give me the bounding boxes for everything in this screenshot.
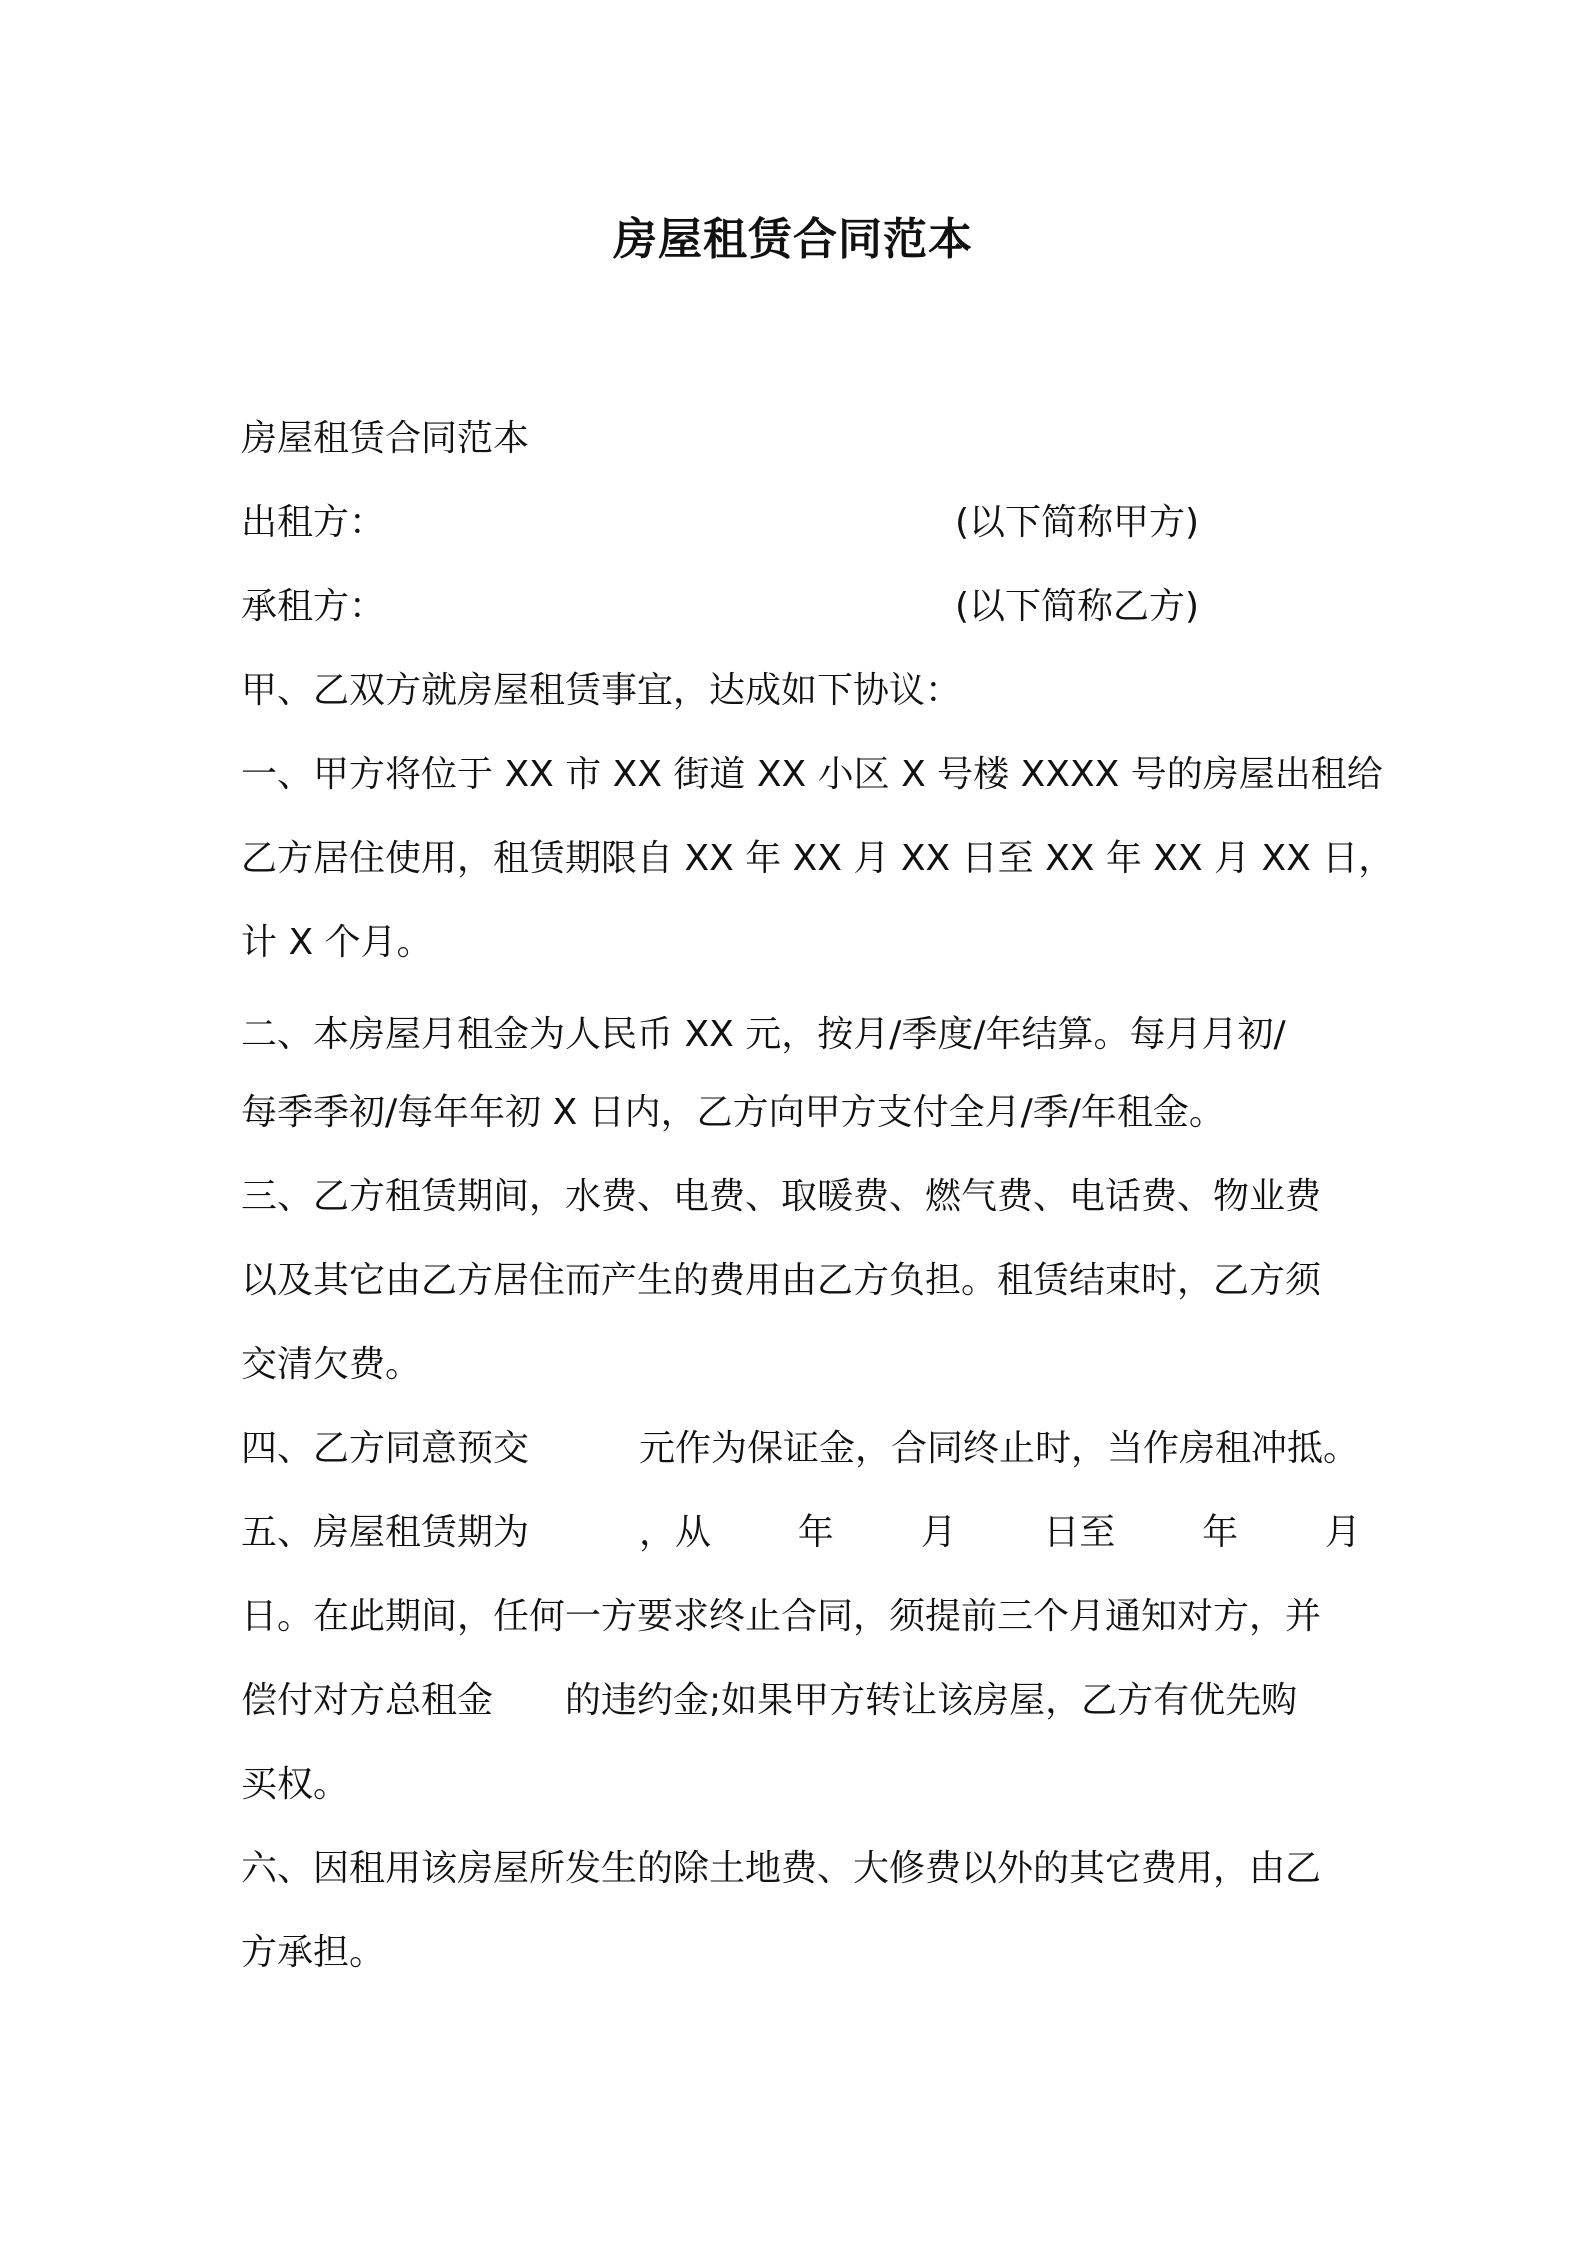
clause-5-seg-2: ，从 — [639, 1512, 712, 1553]
clause-5-seg-4: 月 — [920, 1512, 957, 1553]
lessor-label: 出租方： — [241, 502, 386, 543]
clause-5-line-1 — [241, 1508, 1361, 1558]
clause-5-seg-5: 日至 — [1043, 1512, 1116, 1553]
clause-1-line-2: 乙方居住使用，租赁期限自 XX 年 XX 月 XX 日至 XX 年 XX 月 XX 日， — [241, 838, 1395, 879]
clause-1-line-3: 计 X 个月。 — [241, 922, 433, 963]
lessor-note: (以下简称甲方) — [955, 502, 1200, 543]
clause-5-line-3-part-1: 偿付对方总租金 — [241, 1680, 494, 1721]
lessee-note: (以下简称乙方) — [955, 586, 1200, 627]
clause-5-line-3-part-2: 的违约金;如果甲方转让该房屋，乙方有优先购 — [565, 1680, 1298, 1721]
blank-lease-term — [529, 1508, 639, 1558]
clause-5-seg-7: 月 — [1324, 1512, 1361, 1553]
clause-6-line-1: 六、因租用该房屋所发生的除土地费、大修费以外的其它费用，由乙 — [241, 1848, 1322, 1889]
agreement-intro: 甲、乙双方就房屋租赁事宜，达成如下协议： — [241, 670, 962, 711]
document-title: 房屋租赁合同范本 — [613, 214, 973, 265]
clause-4-part-2: 元作为保证金，合同终止时，当作房租冲抵。 — [639, 1428, 1360, 1469]
clause-6-line-2: 方承担。 — [241, 1932, 386, 1973]
document-subtitle: 房屋租赁合同范本 — [241, 418, 530, 459]
lessee-label: 承租方： — [241, 586, 386, 627]
clause-5-line-4: 买权。 — [241, 1764, 350, 1805]
clause-5-seg-6: 年 — [1202, 1512, 1239, 1553]
clause-3-line-1: 三、乙方租赁期间，水费、电费、取暖费、燃气费、电话费、物业费 — [241, 1176, 1322, 1217]
clause-5-seg-3: 年 — [797, 1512, 834, 1553]
clause-5-seg-1: 五、房屋租赁期为 — [241, 1512, 530, 1553]
clause-4-part-1: 四、乙方同意预交 — [241, 1428, 530, 1469]
clause-2-line-1: 二、本房屋月租金为人民币 XX 元，按月/季度/年结算。每月月初/ — [241, 1014, 1286, 1055]
clause-4-line — [241, 1424, 1361, 1474]
clause-2-line-2: 每季季初/每年年初 X 日内，乙方向甲方支付全月/季/年租金。 — [241, 1092, 1225, 1133]
clause-5-line-2: 日。在此期间，任何一方要求终止合同，须提前三个月通知对方，并 — [241, 1596, 1322, 1637]
clause-3-line-3: 交清欠费。 — [241, 1344, 422, 1385]
clause-3-line-2: 以及其它由乙方居住而产生的费用由乙方负担。租赁结束时，乙方须 — [241, 1260, 1322, 1301]
clause-1-line-1: 一、甲方将位于 XX 市 XX 街道 XX 小区 X 号楼 XXXX 号的房屋出租给 — [241, 754, 1383, 795]
clause-5-line-3 — [241, 1676, 1361, 1726]
